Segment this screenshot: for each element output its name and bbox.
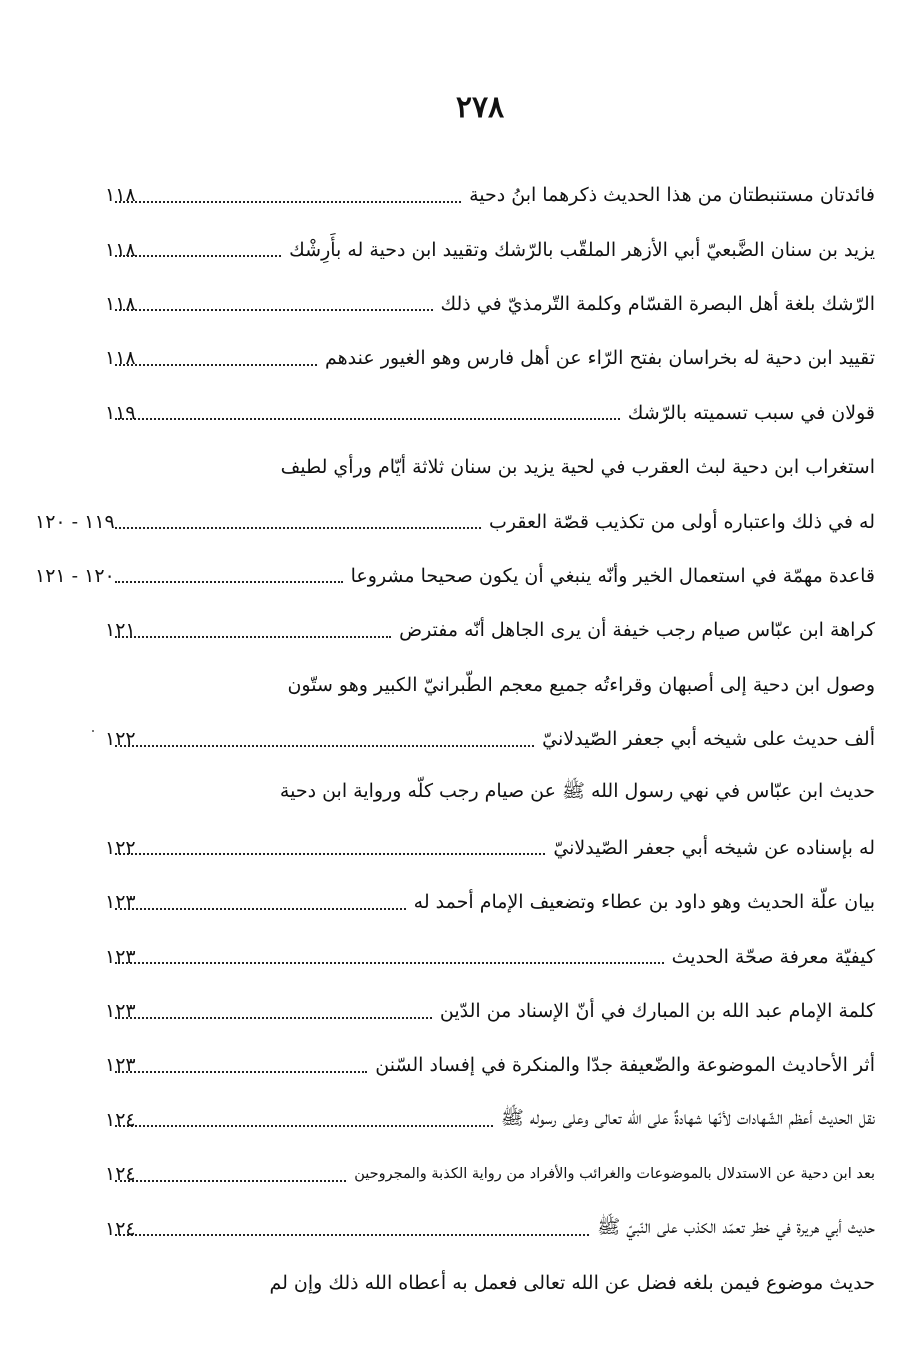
entry-page: ١١٩ - ١٢٠ [35,510,115,533]
entry-title: له بإسناده عن شيخه أبي جعفر الصّيدلانيّ [553,836,875,859]
page-number: ٢٧٨ [455,90,505,125]
toc-entry [105,331,875,385]
entry-title: كيفيّة معرفة صحّة الحديث [671,945,875,968]
dot-leader [115,635,391,638]
dot-leader [115,907,406,910]
toc-entry [105,386,875,440]
entry-title: كراهة ابن عبّاس صيام رجب خيفة أن يرى الجاهل أنّه مفترض [399,619,875,642]
entry-page: ١٢٣ [105,891,136,914]
entry-title: قولان في سبب تسميته بالرّشك [627,401,875,424]
dot-leader [115,1070,367,1073]
dot-leader [115,1179,346,1182]
entry-page: ١٢٢ [105,836,136,859]
scan-speck [92,730,94,732]
dot-leader [115,254,281,257]
entry-page: ١٢٣ [105,1000,136,1023]
dot-leader [115,526,481,529]
entry-title: بيان علّة الحديث وهو داود بن عطاء وتضعيف الإمام أحمد له [413,891,875,914]
entry-title: وصول ابن دحية إلى أصبهان وقراءتُه جميع معجم الطّبرانيّ الكبير وهو ستّون [287,673,875,696]
table-of-contents [35,168,875,1310]
dot-leader [115,200,461,203]
dot-leader [115,744,534,747]
entry-title: استغراب ابن دحية لبث العقرب في لحية يزيد بن سنان ثلاثة أيّام ورأي لطيف [280,456,875,479]
toc-entry-continued [105,658,875,712]
entry-page: ١٢٠ - ١٢١ [35,564,115,587]
entry-page: ١٢٤ [105,1108,136,1131]
entry-title: له في ذلك واعتباره أولى من تكذيب قصّة العقرب [488,510,875,533]
toc-entry-continued [105,766,875,820]
entry-title: تقييد ابن دحية له بخراسان بفتح الرّاء عن أهل فارس وهو الغيور عندهم [325,347,875,370]
dot-leader [115,417,620,420]
entry-page: ١٢٣ [105,945,136,968]
entry-title: حديث موضوع فيمن بلغه فضل عن الله تعالى فعمل به أعطاه الله ذلك وإن لم [269,1272,875,1294]
toc-entry [105,603,875,657]
entry-title: أثر الأحاديث الموضوعة والضّعيفة جدّا والمنكرة في إفساد السّنن [375,1054,875,1077]
toc-entry [105,984,875,1038]
dot-leader [115,580,343,583]
toc-entry-continued [105,440,875,494]
entry-title: فائدتان مستنبطتان من هذا الحديث ذكرهما ابنُ دحية [469,184,875,207]
toc-entry [105,821,875,875]
entry-page: ١١٩ [105,401,136,424]
entry-page: ١١٨ [105,292,136,315]
entry-title: كلمة الإمام عبد الله بن المبارك في أنّ الإسناد من الدّين [439,1000,875,1023]
entry-page: ١٢١ [105,619,136,642]
entry-page: ١٢٤ [105,1163,136,1186]
toc-entry-continued [105,1256,875,1310]
entry-title: حديث ابن عبّاس في نهي رسول الله ﷺ عن صيام رجب كلّه ورواية ابن دحية [279,780,875,803]
toc-entry [105,929,875,983]
entry-title: بعد ابن دحية عن الاستدلال بالموضوعات والغرائب والأفراد من رواية الكذبة والمجروحين [354,1166,875,1183]
dot-leader [115,1124,493,1127]
toc-entry [105,1038,875,1092]
toc-entry [105,1201,875,1255]
entry-title: نقل الحديث أعظم الشّهادات لأنّها شهادةٌ على الله تعالى وعلى رسوله ﷺ [500,1106,875,1129]
toc-entry [105,875,875,929]
entry-page: ١٢٢ [105,728,136,751]
dot-leader [115,1233,589,1236]
toc-entry [105,168,875,222]
toc-entry [105,277,875,331]
entry-page: ١١٨ [105,238,136,261]
dot-leader [115,852,545,855]
dot-leader [115,1016,432,1019]
toc-entry [35,494,875,548]
entry-page: ١٢٤ [105,1217,136,1240]
entry-page: ١٢٣ [105,1054,136,1077]
toc-entry [105,712,875,766]
toc-entry [105,222,875,276]
dot-leader [115,961,664,964]
toc-entry [105,1093,875,1147]
entry-page: ١١٨ [105,184,136,207]
entry-page: ١١٨ [105,347,136,370]
toc-entry [35,549,875,603]
entry-title: قاعدة مهمّة في استعمال الخير وأنّه ينبغي أن يكون صحيحا مشروعا [350,564,875,587]
entry-title: الرّشك بلغة أهل البصرة القسّام وكلمة التّرمذيّ في ذلك [440,292,875,315]
dot-leader [115,308,433,311]
entry-title: حديث أبي هريرة في خطر تعمّد الكذب على النّبيّ ﷺ [597,1215,875,1238]
entry-title: يزيد بن سنان الضَّبعيّ أبي الأزهر الملقّب بالرّشك وتقييد ابن دحية له بأَرِشْك [289,238,875,261]
dot-leader [115,363,317,366]
toc-entry [105,1147,875,1201]
entry-title: ألف حديث على شيخه أبي جعفر الصّيدلانيّ [542,728,875,751]
